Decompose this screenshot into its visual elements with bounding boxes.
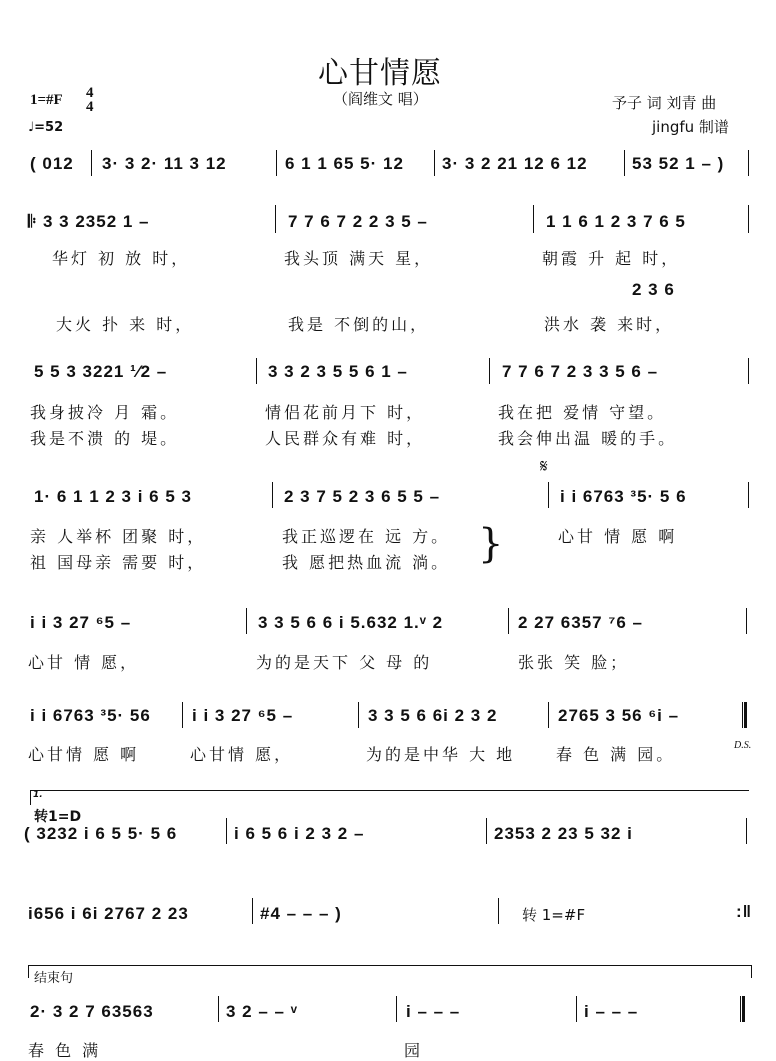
- measure: i656 i 6i 2767 2 23: [28, 904, 189, 923]
- barline: [358, 702, 359, 728]
- barline: [748, 150, 749, 176]
- lyric: 心甘情 愿，: [190, 745, 294, 764]
- barline: [624, 150, 625, 176]
- lyric: 情侣花前月下 时，: [265, 403, 426, 422]
- song-title: 心甘情愿: [318, 56, 442, 91]
- lyric: 我头顶 满天 星，: [284, 249, 434, 268]
- arranger-credit: jingfu 制谱: [652, 118, 729, 136]
- barline: [486, 818, 487, 844]
- lyric: 我在把 爱情 守望。: [498, 403, 667, 422]
- measure: 2 27 6357 ⁷6 –: [518, 613, 643, 632]
- variant-notes: 2 3 6: [632, 280, 675, 299]
- measure: 53 52 1 – ): [632, 154, 725, 173]
- verse-brace: }: [478, 521, 504, 567]
- lyric: 为的是中华 大 地: [366, 745, 516, 764]
- lyric: 我正巡逻在 远 方。: [282, 527, 451, 546]
- barline: [748, 482, 749, 508]
- barline: [276, 150, 277, 176]
- lyric: 心甘 情 愿，: [28, 653, 140, 672]
- barline: [489, 358, 490, 384]
- measure: i i 3 27 ⁶5 –: [192, 706, 294, 725]
- key-change: 转 1=#F: [522, 906, 586, 924]
- lyric: 我身披冷 月 霜。: [30, 403, 180, 422]
- barline: [746, 818, 747, 844]
- lyric: 朝霞 升 起 时，: [542, 249, 681, 268]
- barline: [226, 818, 227, 844]
- measure: 3 3 2 3 5 5 6 1 –: [268, 362, 408, 381]
- measure: #4 – – – ): [260, 904, 342, 923]
- lyric: 春 色 满 园。: [556, 745, 676, 764]
- measure: 2353 2 23 5 32 i: [494, 824, 633, 843]
- lyric: 春 色 满: [28, 1041, 102, 1060]
- measure: 1 1 6 1 2 3 7 6 5: [546, 212, 686, 231]
- key-signature: 1=#F: [30, 92, 63, 108]
- measure: i – – –: [584, 1002, 639, 1021]
- ending-bracket: [28, 965, 752, 978]
- barline: [748, 205, 749, 233]
- measure: 7 7 6 7 2 2 3 5 –: [288, 212, 428, 231]
- time-signature: [86, 86, 94, 114]
- lyric: 大火 扑 来 时，: [56, 315, 195, 334]
- measure: ( 012: [30, 154, 74, 173]
- lyric: 心甘 情 愿 啊: [558, 527, 678, 546]
- lyric: 我是不溃 的 堤。: [30, 429, 180, 448]
- measure: 5 5 3 3221 ¹⁄2 –: [34, 362, 168, 381]
- dal-segno-mark: D.S.: [734, 740, 752, 751]
- lyric: 心甘情 愿 啊: [28, 745, 140, 764]
- key-change: 转1=D: [34, 809, 82, 825]
- measure: 7 7 6 7 2 3 3 5 6 –: [502, 362, 659, 381]
- repeat-end: :‖: [736, 902, 753, 921]
- measure: i i 6763 ³5· 56: [30, 706, 151, 725]
- time-top: 4: [86, 85, 94, 101]
- volta-number: 1.: [33, 790, 43, 800]
- barline: [272, 482, 273, 508]
- ending-label: 结束句: [34, 971, 74, 986]
- lyric: 亲 人举杯 团聚 时，: [30, 527, 207, 546]
- barline: [746, 608, 747, 634]
- lyric: 我 愿把热血流 淌。: [282, 553, 451, 572]
- lyric: 张张 笑 脸；: [518, 653, 630, 672]
- measure: i i 6763 ³5· 5 6: [560, 487, 687, 506]
- final-barline: [740, 996, 745, 1022]
- measure: i 6 5 6 i 2 3 2 –: [234, 824, 365, 843]
- composer-credits: 予子 词 刘青 曲: [612, 94, 717, 112]
- measure: 3· 3 2· 11 3 12: [102, 154, 227, 173]
- barline: [548, 482, 549, 508]
- barline: [91, 150, 92, 176]
- barline: [434, 150, 435, 176]
- measure: 𝄆 3 3 2352 1 –: [28, 212, 150, 231]
- lyric: 园: [404, 1041, 424, 1060]
- barline: [246, 608, 247, 634]
- lyric: 人民群众有难 时，: [265, 429, 426, 448]
- double-barline: [742, 702, 747, 728]
- lyric: 为的是天下 父 母 的: [256, 653, 433, 672]
- singer-credit: （阎维文 唱）: [333, 90, 428, 108]
- measure: 6 1 1 65 5· 12: [285, 154, 404, 173]
- barline: [748, 358, 749, 384]
- measure: 2765 3 56 ⁶i –: [558, 706, 680, 725]
- barline: [275, 205, 276, 233]
- barline: [182, 702, 183, 728]
- barline: [508, 608, 509, 634]
- barline: [576, 996, 577, 1022]
- lyric: 洪水 袭 来时，: [544, 315, 675, 334]
- lyric: 祖 国母亲 需要 时，: [30, 553, 207, 572]
- measure: i i 3 27 ⁶5 –: [30, 613, 132, 632]
- barline: [218, 996, 219, 1022]
- measure: 3 2 – – ᵛ: [226, 1002, 298, 1021]
- measure: 3· 3 2 21 12 6 12: [442, 154, 588, 173]
- measure: 3 3 5 6 6i 2 3 2: [368, 706, 498, 725]
- time-bottom: 4: [86, 99, 94, 115]
- barline: [256, 358, 257, 384]
- measure: ( 3232 i 6 5 5· 5 6: [24, 824, 178, 843]
- barline: [252, 898, 253, 924]
- lyric: 华灯 初 放 时，: [52, 249, 191, 268]
- measure: 2 3 7 5 2 3 6 5 5 –: [284, 487, 441, 506]
- segno-icon: 𝄋: [540, 456, 548, 477]
- lyric: 我会伸出温 暖的手。: [498, 429, 678, 448]
- volta-bracket: [30, 790, 749, 805]
- measure: i – – –: [406, 1002, 461, 1021]
- barline: [533, 205, 534, 233]
- measure: 1· 6 1 1 2 3 i 6 5 3: [34, 487, 192, 506]
- measure: 3 3 5 6 6 i 5.632 1.ᵛ 2: [258, 613, 444, 632]
- barline: [498, 898, 499, 924]
- barline: [396, 996, 397, 1022]
- measure: 2· 3 2 7 63563: [30, 1002, 154, 1021]
- barline: [548, 702, 549, 728]
- tempo-marking: ♩=52: [28, 120, 64, 135]
- lyric: 我是 不倒的山，: [288, 315, 430, 334]
